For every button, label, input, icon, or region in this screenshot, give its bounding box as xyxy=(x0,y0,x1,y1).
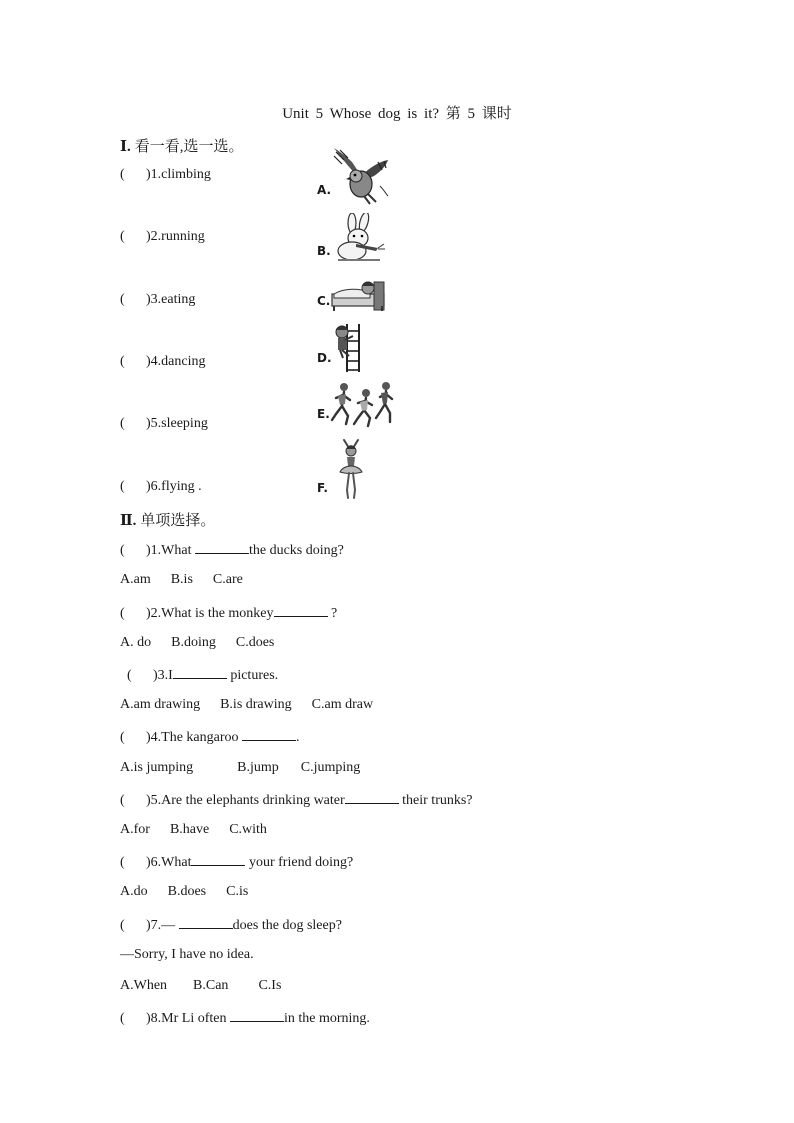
section-1-heading xyxy=(120,135,244,156)
flying-bird-icon xyxy=(330,146,392,206)
picture-label-f: F. xyxy=(317,481,328,495)
question-4-options: A.is jumping B.jump C.jumping xyxy=(120,760,361,775)
section-1-number: Ⅰ. xyxy=(120,139,131,155)
running-people-icon xyxy=(330,380,400,430)
picture-label-a: A. xyxy=(317,183,332,197)
question-8: ( )8.Mr Li often in the morning. xyxy=(120,1011,370,1026)
match-item-2: ( )2.running xyxy=(120,229,205,244)
question-5-options: A.for B.have C.with xyxy=(120,822,267,837)
match-item-6: ( )6.flying . xyxy=(120,479,202,494)
answer-blank xyxy=(173,666,227,679)
section-2-title: 单项选择。 xyxy=(140,513,216,529)
dancing-ballerina-icon xyxy=(334,438,368,502)
eating-rabbit-icon xyxy=(332,213,386,265)
question-5: ( )5.Are the elephants drinking water their trunks? xyxy=(120,793,473,808)
question-2-options: A. do B.doing C.does xyxy=(120,635,275,650)
picture-label-d: D. xyxy=(317,351,332,365)
section-2-number: Ⅱ. xyxy=(120,513,137,529)
section-2-heading xyxy=(120,509,215,530)
answer-blank xyxy=(191,853,245,866)
question-4: ( )4.The kangaroo . xyxy=(120,730,300,745)
question-7-options: A.When B.Can C.Is xyxy=(120,978,282,993)
question-6: ( )6.What your friend doing? xyxy=(120,855,354,870)
section-1-title: 看一看,选一选。 xyxy=(134,139,244,155)
question-7: ( )7.— does the dog sleep? xyxy=(120,918,342,933)
question-1-options: A.am B.is C.are xyxy=(120,572,243,587)
match-item-4: ( )4.dancing xyxy=(120,354,206,369)
match-item-5: ( )5.sleeping xyxy=(120,416,208,431)
question-3: ( )3.I pictures. xyxy=(127,668,279,683)
question-2: ( )2.What is the monkey ? xyxy=(120,606,338,621)
answer-blank xyxy=(274,604,328,617)
question-3-options: A.am drawing B.is drawing C.am draw xyxy=(120,697,374,712)
answer-blank xyxy=(242,728,296,741)
page-title: Unit 5 Whose dog is it? 第 5 课时 xyxy=(282,106,512,122)
answer-blank xyxy=(179,916,233,929)
question-7-dialogue: —Sorry, I have no idea. xyxy=(120,947,254,962)
question-1: ( )1.What the ducks doing? xyxy=(120,543,344,558)
picture-label-e: E. xyxy=(317,407,330,421)
match-item-3: ( )3.eating xyxy=(120,292,196,307)
answer-blank xyxy=(195,541,249,554)
question-6-options: A.do B.does C.is xyxy=(120,884,249,899)
answer-blank xyxy=(345,791,399,804)
climbing-child-icon xyxy=(333,322,363,374)
answer-blank xyxy=(230,1009,284,1022)
picture-label-b: B. xyxy=(317,244,331,258)
match-item-1: ( )1.climbing xyxy=(120,167,211,182)
sleeping-child-icon xyxy=(330,276,388,312)
picture-label-c: C. xyxy=(317,294,331,308)
